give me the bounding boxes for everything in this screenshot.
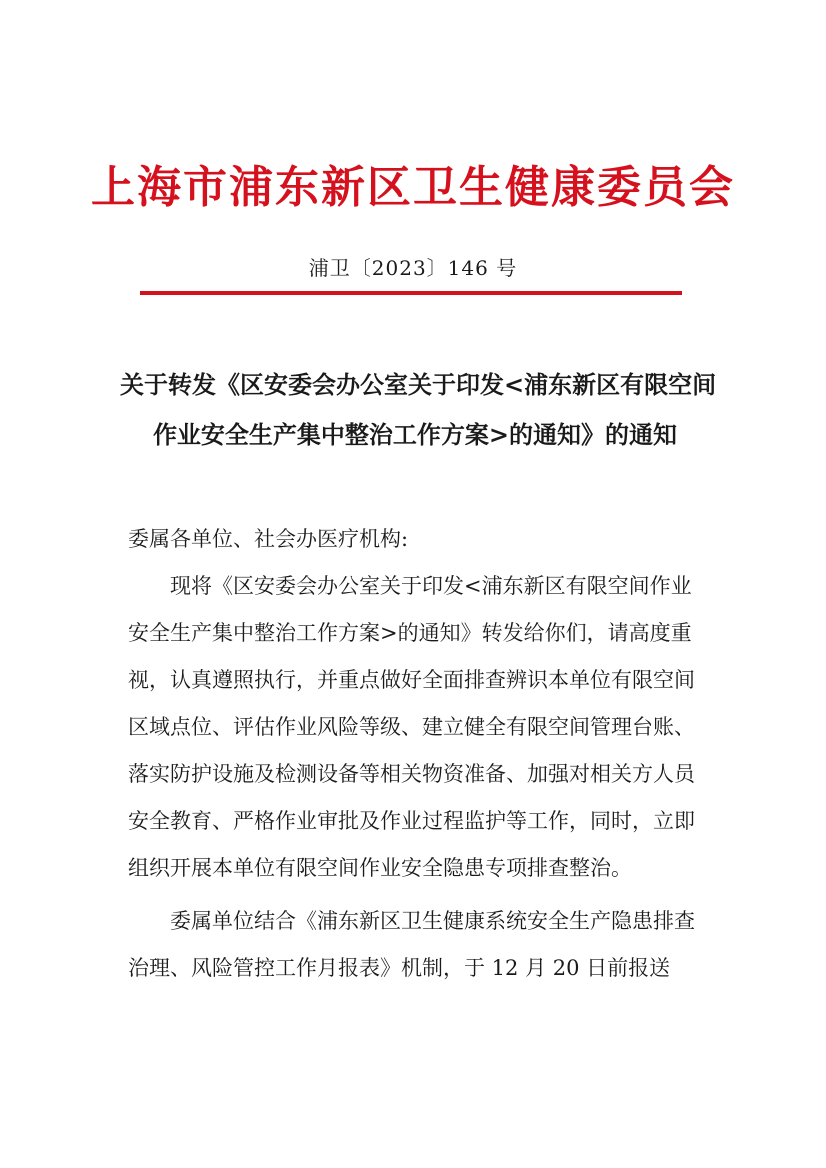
notice-title [120, 360, 717, 460]
document-body [128, 516, 708, 992]
red-header-divider [140, 291, 682, 295]
issuing-organization-title: 上海市浦东新区卫生健康委员会 [91, 162, 735, 213]
body-paragraph-1: 现将《区安委会办公室关于印发<浦东新区有限空间作业安全生产集中整治工作方案>的通知》转发给你们，请高度重视，认真遵照执行，并重点做好全面排查辨识本单位有限空间区域点位、评估作业风险等级、建立健全有限空间管理台账、落实防护设施及检测设备等相关物资准备、加强对相关方人员安全教育、严格作业审批及作业过程监护等工作，同时，立即组织开展本单位有限空间作业安全隐患专项排查整治。 [128, 574, 695, 880]
body-paragraph-2: 委属单位结合《浦东新区卫生健康系统安全生产隐患排查治理、风险管控工作月报表》机制，于 12 月 20 日前报送 [128, 909, 695, 980]
salutation: 委属各单位、社会办医疗机构: [128, 527, 409, 551]
notice-title-line-1: 关于转发《区安委会办公室关于印发<浦东新区有限空间 [120, 370, 717, 399]
document-number: 浦卫〔2023〕146 号 [308, 256, 518, 280]
notice-title-line-2: 作业安全生产集中整治工作方案>的通知》的通知 [152, 420, 678, 449]
